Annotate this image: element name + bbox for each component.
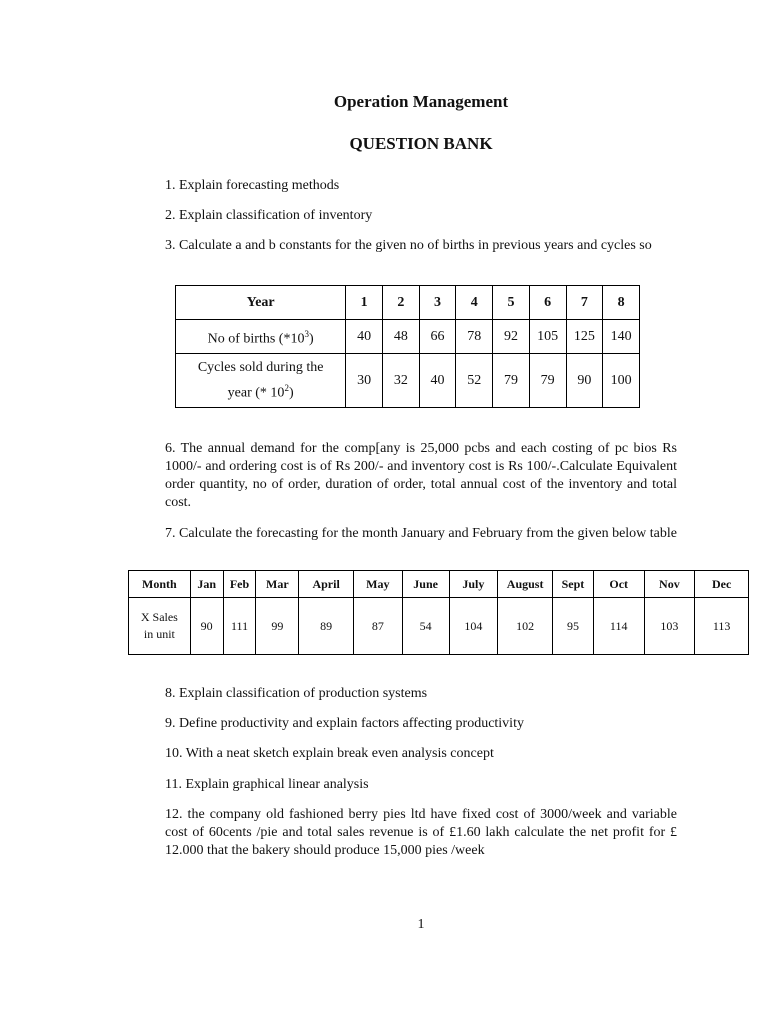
question-12: 12. the company old fashioned berry pies ltd have fixed cost of 3000/week and variable cost of 60cents /pie and total sales revenue is of £1.60 lakh calculate the net profit for £ 12.000 that the bakery should produce 15,000 pies /week <box>165 807 677 858</box>
sales-cell: 104 <box>449 598 498 655</box>
births-table-header-row <box>176 286 640 320</box>
births-cycles-table <box>175 285 640 408</box>
sales-cell: 99 <box>256 598 299 655</box>
births-cell: 92 <box>493 320 530 354</box>
cycles-cell: 40 <box>419 354 456 408</box>
cycles-cell: 79 <box>529 354 566 408</box>
month-header: Month <box>129 571 191 598</box>
sales-cell: 95 <box>553 598 594 655</box>
page-number: 1 <box>417 917 425 932</box>
sales-cell: 102 <box>498 598 553 655</box>
question-11: 11. Explain graphical linear analysis <box>165 777 369 792</box>
births-cell: 40 <box>346 320 383 354</box>
question-8: 8. Explain classification of production systems <box>165 686 428 701</box>
month-cell: May <box>353 571 402 598</box>
question-1: 1. Explain forecasting methods <box>165 178 340 193</box>
monthly-sales-table <box>128 570 749 655</box>
births-cell: 140 <box>603 320 640 354</box>
cycles-row-label: Cycles sold during the year (* $10^2$) <box>176 354 346 408</box>
year-header: Year <box>176 286 346 320</box>
year-cell: 8 <box>603 286 640 320</box>
question-6: 6. The annual demand for the comp[any is 25,000 pcbs and each costing of pc bios Rs 1000/- and ordering cost is of Rs 200/- and inventory cost is Rs 100/-.Calculate Equivalent order quantity, no of order, duration of order, total annual cost of the inventory and total cost. <box>165 441 677 510</box>
month-cell: Feb <box>223 571 256 598</box>
question-7: 7. Calculate the forecasting for the month January and February from the given below table <box>165 526 677 541</box>
sales-cell: 89 <box>299 598 354 655</box>
cycles-cell: 90 <box>566 354 603 408</box>
month-cell: Oct <box>593 571 644 598</box>
question-10: 10. With a neat sketch explain break even analysis concept <box>165 746 494 761</box>
births-cell: 125 <box>566 320 603 354</box>
sales-table-header-row <box>129 571 749 598</box>
year-cell: 5 <box>493 286 530 320</box>
question-9: 9. Define productivity and explain factors affecting productivity <box>165 716 524 731</box>
sales-row-label: X Sales in unit <box>129 598 191 655</box>
sales-values-row <box>129 598 749 655</box>
births-cell: 66 <box>419 320 456 354</box>
sales-cell: 114 <box>593 598 644 655</box>
sales-cell: 103 <box>644 598 695 655</box>
month-cell: April <box>299 571 354 598</box>
month-cell: June <box>402 571 449 598</box>
month-cell: Jan <box>190 571 223 598</box>
month-cell: July <box>449 571 498 598</box>
sales-cell: 111 <box>223 598 256 655</box>
births-row <box>176 320 640 354</box>
year-cell: 3 <box>419 286 456 320</box>
year-cell: 2 <box>383 286 420 320</box>
cycles-cell: 32 <box>383 354 420 408</box>
sales-cell: 87 <box>353 598 402 655</box>
births-row-label: No of births $(*10^3)$ <box>176 320 346 354</box>
sales-cell: 90 <box>190 598 223 655</box>
cycles-cell: 79 <box>493 354 530 408</box>
sales-cell: 54 <box>402 598 449 655</box>
year-cell: 4 <box>456 286 493 320</box>
year-cell: 7 <box>566 286 603 320</box>
question-3: 3. Calculate a and b constants for the given no of births in previous years and cycles so <box>165 238 652 253</box>
cycles-cell: 30 <box>346 354 383 408</box>
cycles-row <box>176 354 640 408</box>
month-cell: Mar <box>256 571 299 598</box>
month-cell: Nov <box>644 571 695 598</box>
month-cell: Dec <box>695 571 749 598</box>
month-cell: Sept <box>553 571 594 598</box>
births-cell: 48 <box>383 320 420 354</box>
births-cell: 78 <box>456 320 493 354</box>
births-cell: 105 <box>529 320 566 354</box>
page-title: Operation Management <box>333 92 509 111</box>
month-cell: August <box>498 571 553 598</box>
cycles-cell: 52 <box>456 354 493 408</box>
year-cell: 6 <box>529 286 566 320</box>
year-cell: 1 <box>346 286 383 320</box>
document-heading: QUESTION BANK <box>349 134 493 153</box>
question-2: 2. Explain classification of inventory <box>165 208 373 223</box>
cycles-cell: 100 <box>603 354 640 408</box>
sales-cell: 113 <box>695 598 749 655</box>
